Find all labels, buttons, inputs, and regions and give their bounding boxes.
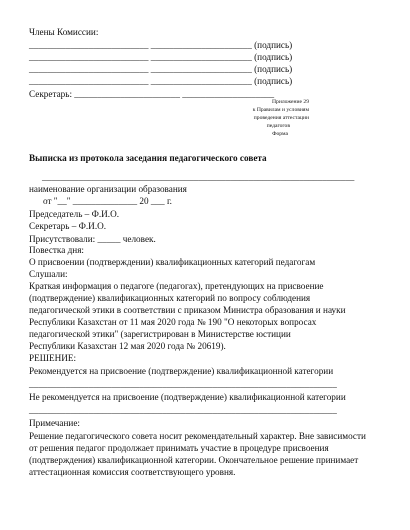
- signature-label: (подпись): [254, 76, 293, 86]
- heard-text-line: Республики Казахстан 12 мая 2020 года № 20619).: [29, 341, 226, 351]
- member-position-blank: ______________________: [150, 76, 252, 86]
- organization-label: наименование организации образования: [29, 184, 187, 194]
- note-text-line: (подтверждения) квалификационной категории. Окончательное решение принимает: [29, 455, 359, 465]
- chairman-line: Председатель – Ф.И.О.: [29, 209, 119, 219]
- not-recommended-blank: ___________________________________________________________________: [29, 405, 337, 415]
- commission-row: [29, 40, 292, 51]
- note-text-line: аттестационная комиссия соответствующего уровня.: [29, 467, 236, 477]
- member-name-blank: __________________________: [29, 52, 149, 62]
- heard-text-line: Краткая информация о педагоге (педагогах), претендующих на присвоение: [29, 281, 324, 291]
- commission-row: [29, 64, 292, 75]
- organization-blank: ____________________________________________________________________: [42, 172, 355, 182]
- signature-label: (подпись): [254, 40, 293, 50]
- recommended-blank: ___________________________________________________________________: [29, 379, 337, 389]
- attendance-line: Присутствовали: _____ человек.: [29, 234, 156, 244]
- member-position-blank: ______________________: [150, 40, 252, 50]
- appendix-attestation: проведения аттестации: [253, 115, 309, 121]
- commission-row: [29, 76, 292, 87]
- appendix-number: Приложение 29: [271, 99, 309, 105]
- commission-secretary-line: Секретарь: _______________________ ____________________: [29, 89, 275, 99]
- note-text-line: Решение педагогического совета носит рекомендательный характер. Вне зависимости: [29, 431, 366, 441]
- heard-text-line: Республики Казахстан от 11 мая 2020 года № 190 "О некоторых вопросах: [29, 317, 317, 327]
- member-name-blank: __________________________: [29, 64, 149, 74]
- heard-text-line: педагогической этики" (зарегистрирован в Министерстве юстиции: [29, 329, 291, 339]
- document-title: Выписка из протокола заседания педагогического совета: [29, 153, 267, 163]
- signature-label: (подпись): [254, 64, 293, 74]
- signature-label: (подпись): [254, 52, 293, 62]
- commission-members-label: Члены Комиссии:: [29, 27, 99, 37]
- not-recommended-text: Не рекомендуется на присвоение (подтверждение) квалификационной категории: [29, 392, 346, 402]
- member-position-blank: ______________________: [150, 64, 252, 74]
- member-position-blank: ______________________: [150, 52, 252, 62]
- heard-label: Слушали:: [29, 269, 68, 279]
- agenda-label: Повестка дня:: [29, 245, 84, 255]
- decision-label: РЕШЕНИЕ:: [29, 353, 77, 363]
- member-name-blank: __________________________: [29, 40, 149, 50]
- commission-row: [29, 52, 292, 63]
- member-name-blank: __________________________: [29, 76, 149, 86]
- secretary-line: Секретарь – Ф.И.О.: [29, 221, 107, 231]
- heard-text-line: педагогической этики в соответствии с приказом Министра образования и науки: [29, 305, 346, 315]
- appendix-teachers: педагогов: [266, 123, 290, 129]
- appendix-rules: к Правилам и условиям: [252, 107, 309, 113]
- note-label: Примечание:: [29, 418, 80, 428]
- note-text-line: от решения педагог продолжает принимать участие в процедуре присвоения: [29, 443, 329, 453]
- date-line: от "__" ______________ 20 ___ г.: [43, 196, 172, 206]
- appendix-form: Форма: [272, 131, 288, 137]
- heard-text-line: (подтверждение) квалификационных категорий по вопросу соблюдения: [29, 293, 311, 303]
- recommended-text: Рекомендуется на присвоение (подтверждение) квалификационной категории: [29, 366, 334, 376]
- agenda-text: О присвоении (подтверждении) квалификационных категорий педагогам: [29, 257, 316, 267]
